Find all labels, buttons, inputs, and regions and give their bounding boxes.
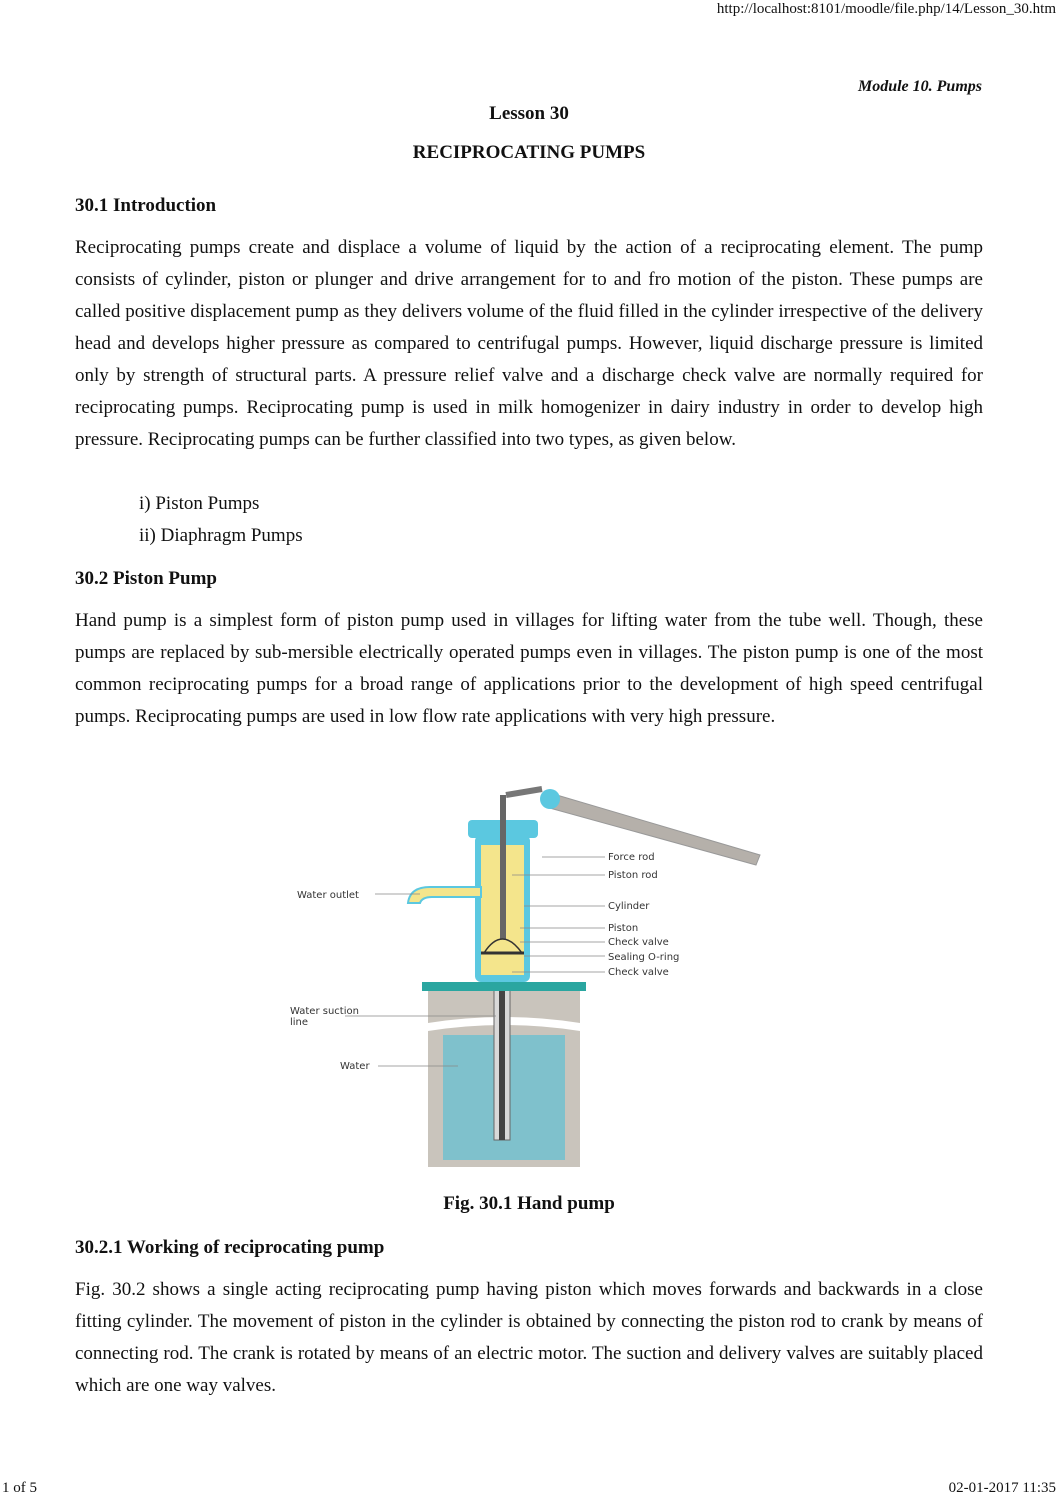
label-sealing-o-ring: Sealing O-ring: [608, 952, 680, 963]
label-check-valve: Check valve: [608, 937, 669, 948]
page-url: http://localhost:8101/moodle/file.php/14/Lesson_30.htm: [716, 1, 1056, 17]
list-item: ii) Diaphragm Pumps: [139, 525, 303, 546]
hand-pump-figure: [280, 775, 780, 1170]
force-rod: [506, 789, 542, 795]
label-water-suction-line: line: [290, 1017, 309, 1028]
label-water-outlet: Water outlet: [297, 890, 359, 901]
section-heading-introduction: 30.1 Introduction: [75, 195, 217, 216]
piston-rod: [500, 795, 506, 945]
section-heading-piston-pump: 30.2 Piston Pump: [75, 568, 217, 589]
label-water: Water: [340, 1061, 370, 1072]
module-label: Module 10. Pumps: [857, 78, 982, 95]
label-water-suction: Water suction: [290, 1006, 359, 1017]
base-plate: [422, 982, 586, 991]
page-title: RECIPROCATING PUMPS: [412, 142, 646, 163]
label-force-rod: Force rod: [608, 852, 655, 863]
paragraph-piston-pump: Hand pump is a simplest form of piston pump used in villages for lifting water from the tube well. Though, these pumps are replaced by sub-mersible electrically operated pumps even in villages. The piston pump is one of the most common reciprocating pumps for a broad range of applications prior to the development of high speed centrifugal pumps. Reciprocating pumps are used in low flow rate applications with very high pressure.: [75, 610, 983, 727]
label-cylinder: Cylinder: [608, 901, 650, 912]
label-check-valve: Check valve: [608, 967, 669, 978]
lesson-number: Lesson 30: [489, 103, 569, 124]
list-item: i) Piston Pumps: [139, 493, 260, 514]
paragraph-introduction: Reciprocating pumps create and displace a volume of liquid by the action of a reciprocating element. The pump consists of cylinder, piston or plunger and drive arrangement for to and fro motion of the piston. These pumps are called positive displacement pump as they delivers volume of the fluid filled in the cylinder irrespective of the delivery head and develops higher pressure as compared to centrifugal pumps. However, liquid discharge pressure is limited only by strength of structural parts. A pressure relief valve and a discharge check valve are normally required for reciprocating pumps. Reciprocating pump is used in milk homogenizer in dairy industry in order to develop high pressure. Reciprocating pumps can be further classified into two types, as given below.: [75, 237, 983, 450]
page-counter: 1 of 5: [2, 1480, 37, 1496]
suction-pipe-core: [499, 990, 505, 1140]
label-piston: Piston: [608, 923, 639, 934]
figure-caption: Fig. 30.1 Hand pump: [443, 1193, 615, 1214]
label-piston-rod: Piston rod: [608, 870, 658, 881]
water-outlet-spout: [408, 887, 481, 903]
paragraph-working: Fig. 30.2 shows a single acting reciprocating pump having piston which moves forwards and backwards in a close fitting cylinder. The movement of piston in the cylinder is obtained by connecting the piston rod to crank by means of connecting rod. The crank is rotated by means of an electric motor. The suction and delivery valves are suitably placed which are one way valves.: [75, 1279, 983, 1396]
handle-pivot: [540, 789, 560, 809]
section-heading-working: 30.2.1 Working of reciprocating pump: [75, 1237, 385, 1258]
print-timestamp: 02-01-2017 11:35: [948, 1480, 1056, 1496]
